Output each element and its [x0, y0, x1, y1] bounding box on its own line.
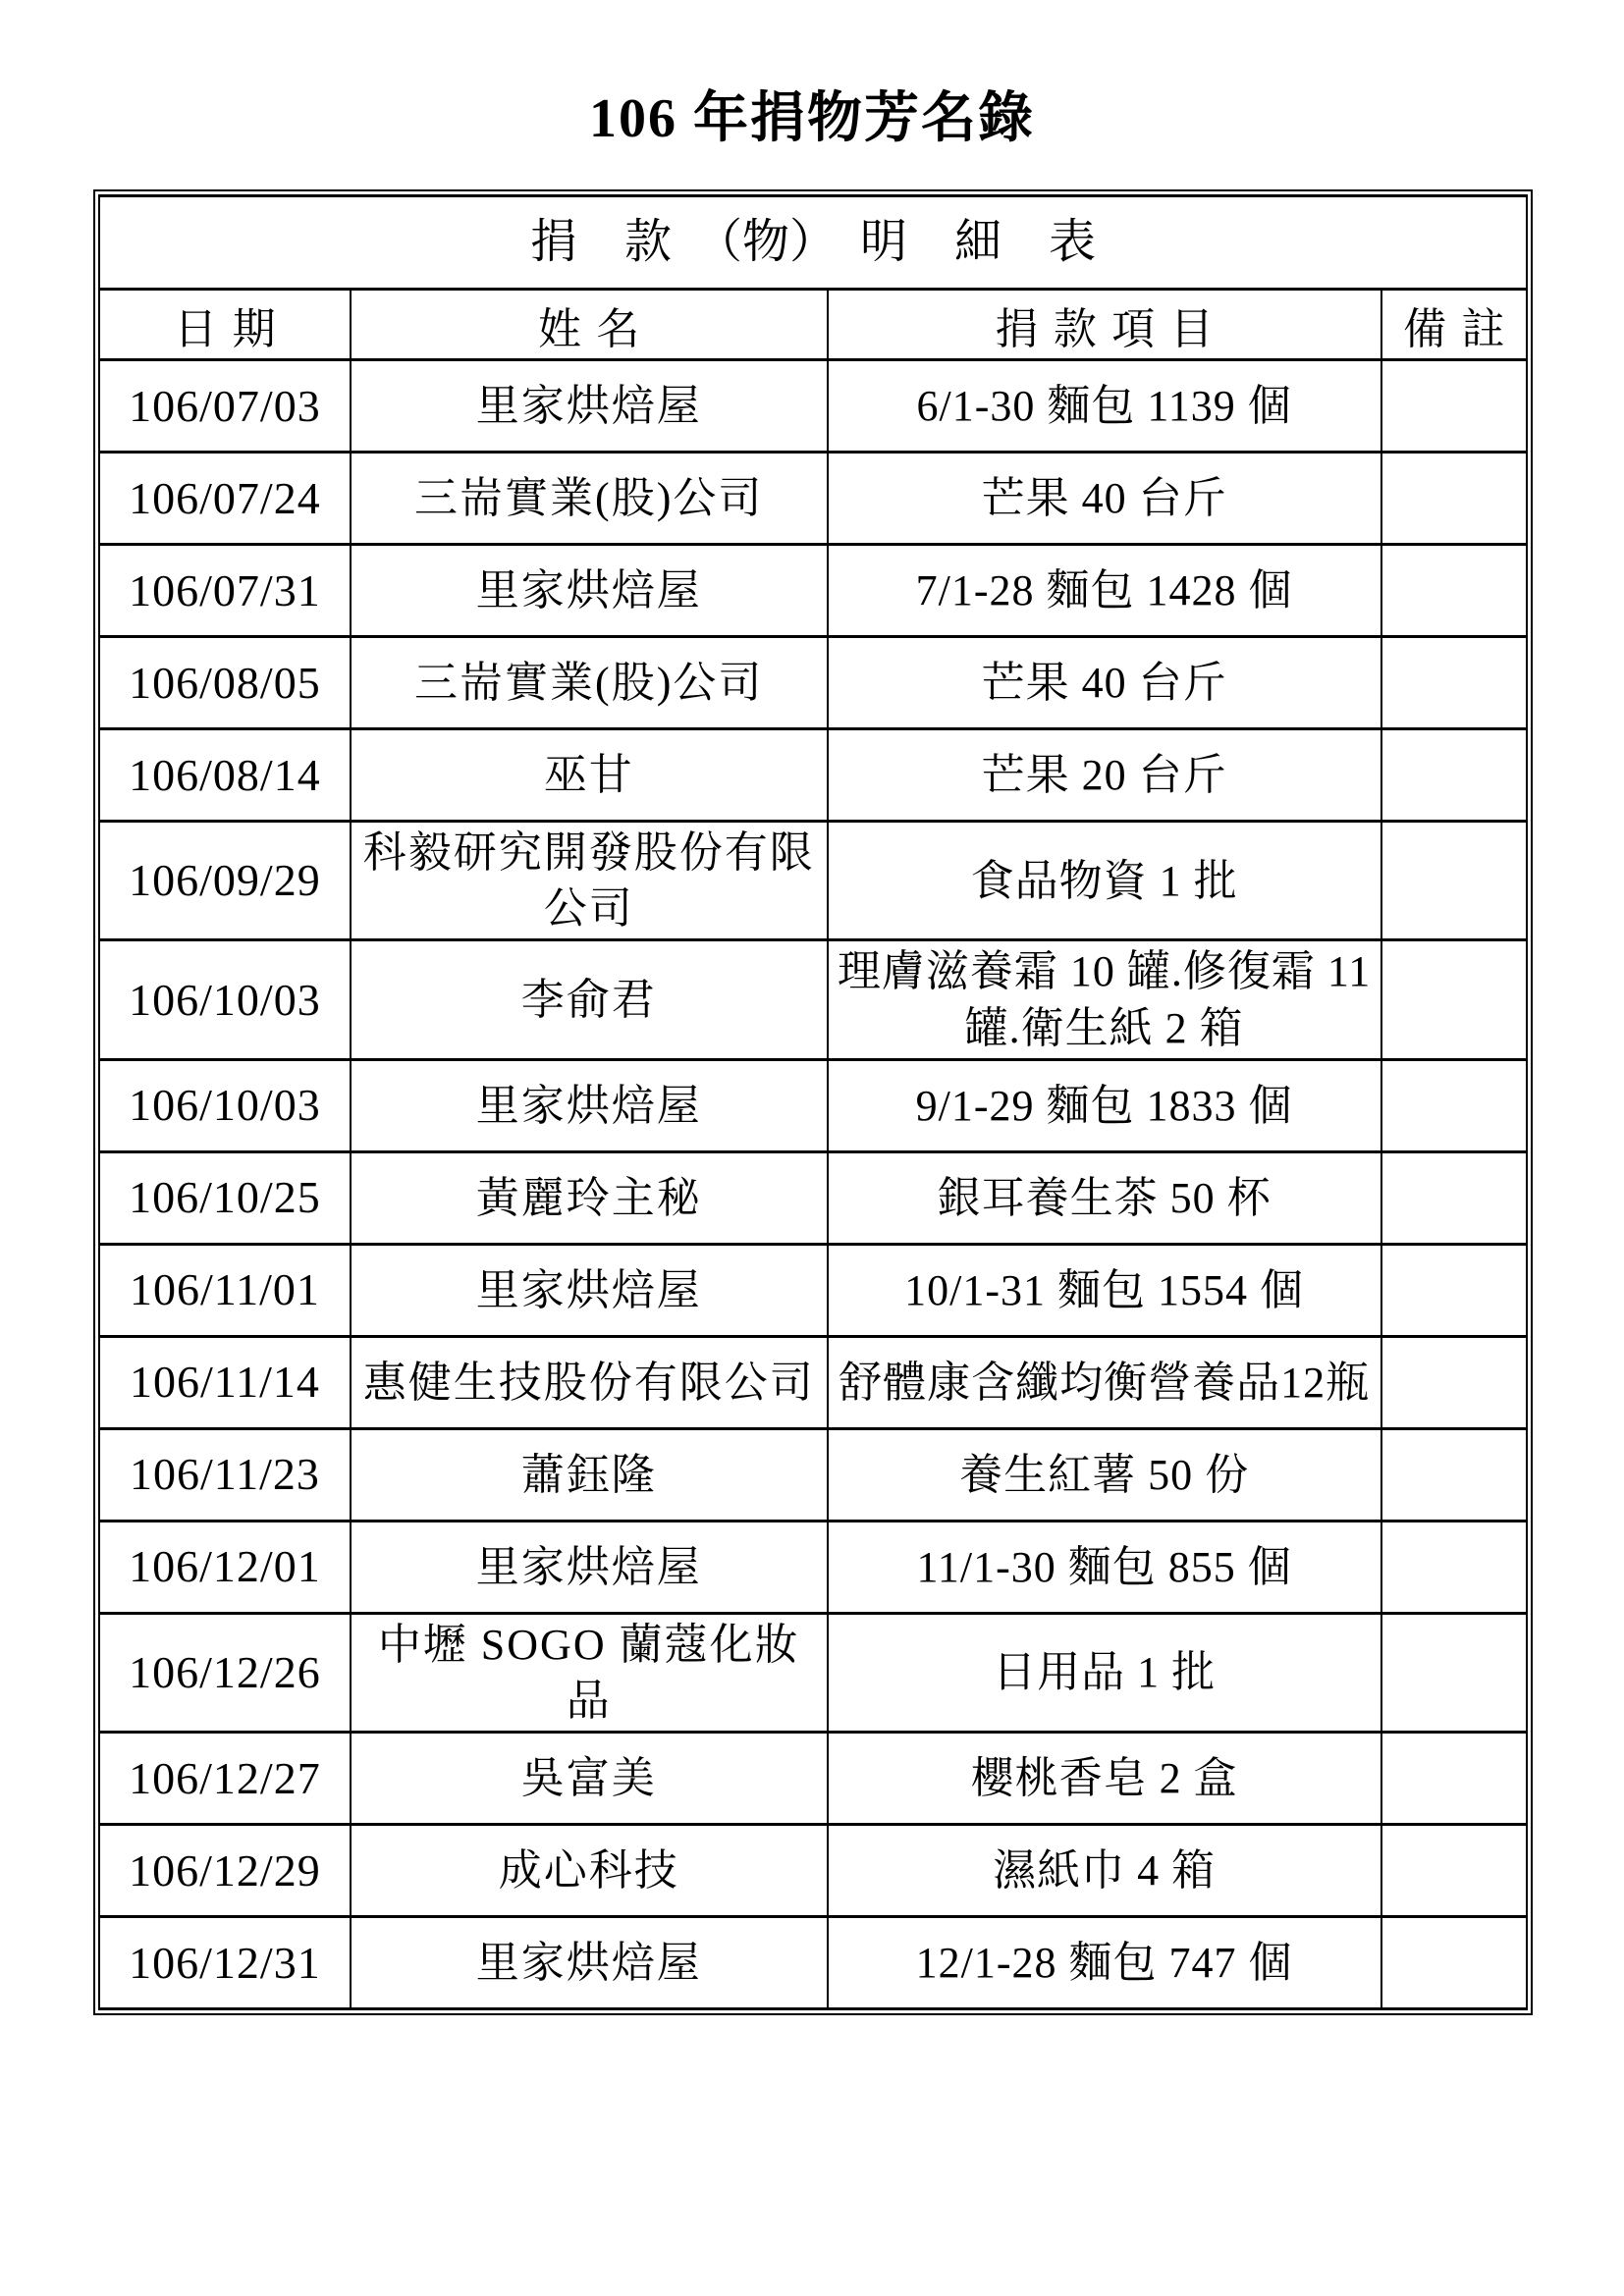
- note-cell: [1381, 1059, 1527, 1151]
- date-cell: 106/11/23: [99, 1428, 351, 1521]
- note-cell: [1381, 1825, 1527, 1917]
- table-row: [99, 1733, 1527, 1825]
- note-cell: [1381, 1428, 1527, 1521]
- table-row: [99, 1521, 1527, 1613]
- table-row: [99, 1151, 1527, 1244]
- date-cell: 106/10/03: [99, 1059, 351, 1151]
- column-header-item: 捐款項目: [828, 290, 1381, 360]
- table-row: [99, 637, 1527, 729]
- name-cell: 科毅研究開發股份有限公司: [351, 822, 828, 940]
- date-cell: 106/12/26: [99, 1613, 351, 1732]
- name-cell: 中壢 SOGO 蘭蔻化妝品: [351, 1613, 828, 1732]
- date-cell: 106/10/03: [99, 940, 351, 1059]
- item-cell: 食品物資 1 批: [828, 822, 1381, 940]
- donation-table: [98, 194, 1528, 2010]
- caption-row: [99, 196, 1527, 290]
- column-header-name: 姓名: [351, 290, 828, 360]
- date-cell: 106/11/14: [99, 1336, 351, 1428]
- column-header-note: 備註: [1381, 290, 1527, 360]
- item-cell: 養生紅薯 50 份: [828, 1428, 1381, 1521]
- table-row: [99, 1428, 1527, 1521]
- item-cell: 7/1-28 麵包 1428 個: [828, 545, 1381, 637]
- note-cell: [1381, 1336, 1527, 1428]
- note-cell: [1381, 637, 1527, 729]
- note-cell: [1381, 1151, 1527, 1244]
- donation-table-wrap: [93, 189, 1533, 2015]
- table-row: [99, 822, 1527, 940]
- date-cell: 106/12/01: [99, 1521, 351, 1613]
- date-cell: 106/11/01: [99, 1244, 351, 1336]
- note-cell: [1381, 1521, 1527, 1613]
- note-cell: [1381, 545, 1527, 637]
- table-row: [99, 729, 1527, 822]
- table-row: [99, 1244, 1527, 1336]
- name-cell: 惠健生技股份有限公司: [351, 1336, 828, 1428]
- name-cell: 吳富美: [351, 1733, 828, 1825]
- name-cell: 里家烘焙屋: [351, 1521, 828, 1613]
- note-cell: [1381, 1917, 1527, 2009]
- name-cell: 里家烘焙屋: [351, 1917, 828, 2009]
- item-cell: 芒果 40 台斤: [828, 637, 1381, 729]
- table-row: [99, 1613, 1527, 1732]
- item-cell: 濕紙巾 4 箱: [828, 1825, 1381, 1917]
- name-cell: 黃麗玲主秘: [351, 1151, 828, 1244]
- date-cell: 106/08/05: [99, 637, 351, 729]
- name-cell: 李俞君: [351, 940, 828, 1059]
- table-caption: 捐 款 （物） 明 細 表: [99, 196, 1527, 290]
- date-cell: 106/07/31: [99, 545, 351, 637]
- name-cell: 里家烘焙屋: [351, 545, 828, 637]
- date-cell: 106/07/03: [99, 360, 351, 453]
- name-cell: 成心科技: [351, 1825, 828, 1917]
- item-cell: 銀耳養生茶 50 杯: [828, 1151, 1381, 1244]
- name-cell: 三耑實業(股)公司: [351, 453, 828, 545]
- table-row: [99, 1825, 1527, 1917]
- note-cell: [1381, 1244, 1527, 1336]
- item-cell: 12/1-28 麵包 747 個: [828, 1917, 1381, 2009]
- item-cell: 理膚滋養霜 10 罐.修復霜 11 罐.衛生紙 2 箱: [828, 940, 1381, 1059]
- item-cell: 芒果 40 台斤: [828, 453, 1381, 545]
- item-cell: 日用品 1 批: [828, 1613, 1381, 1732]
- item-cell: 舒體康含纖均衡營養品12瓶: [828, 1336, 1381, 1428]
- date-cell: 106/12/29: [99, 1825, 351, 1917]
- name-cell: 里家烘焙屋: [351, 360, 828, 453]
- column-header-row: [99, 290, 1527, 360]
- date-cell: 106/10/25: [99, 1151, 351, 1244]
- table-row: [99, 360, 1527, 453]
- item-cell: 櫻桃香皂 2 盒: [828, 1733, 1381, 1825]
- date-cell: 106/09/29: [99, 822, 351, 940]
- name-cell: 里家烘焙屋: [351, 1244, 828, 1336]
- table-row: [99, 545, 1527, 637]
- date-cell: 106/12/27: [99, 1733, 351, 1825]
- date-cell: 106/07/24: [99, 453, 351, 545]
- note-cell: [1381, 1613, 1527, 1732]
- item-cell: 芒果 20 台斤: [828, 729, 1381, 822]
- note-cell: [1381, 822, 1527, 940]
- note-cell: [1381, 453, 1527, 545]
- table-row: [99, 940, 1527, 1059]
- item-cell: 9/1-29 麵包 1833 個: [828, 1059, 1381, 1151]
- note-cell: [1381, 360, 1527, 453]
- table-row: [99, 1336, 1527, 1428]
- note-cell: [1381, 1733, 1527, 1825]
- page-title: 106 年捐物芳名錄: [589, 88, 1035, 149]
- table-row: [99, 1917, 1527, 2009]
- note-cell: [1381, 729, 1527, 822]
- item-cell: 6/1-30 麵包 1139 個: [828, 360, 1381, 453]
- item-cell: 10/1-31 麵包 1554 個: [828, 1244, 1381, 1336]
- date-cell: 106/12/31: [99, 1917, 351, 2009]
- item-cell: 11/1-30 麵包 855 個: [828, 1521, 1381, 1613]
- note-cell: [1381, 940, 1527, 1059]
- date-cell: 106/08/14: [99, 729, 351, 822]
- name-cell: 里家烘焙屋: [351, 1059, 828, 1151]
- name-cell: 巫甘: [351, 729, 828, 822]
- name-cell: 三耑實業(股)公司: [351, 637, 828, 729]
- table-body: [99, 360, 1527, 2009]
- name-cell: 蕭鈺隆: [351, 1428, 828, 1521]
- table-row: [99, 1059, 1527, 1151]
- column-header-date: 日期: [99, 290, 351, 360]
- table-row: [99, 453, 1527, 545]
